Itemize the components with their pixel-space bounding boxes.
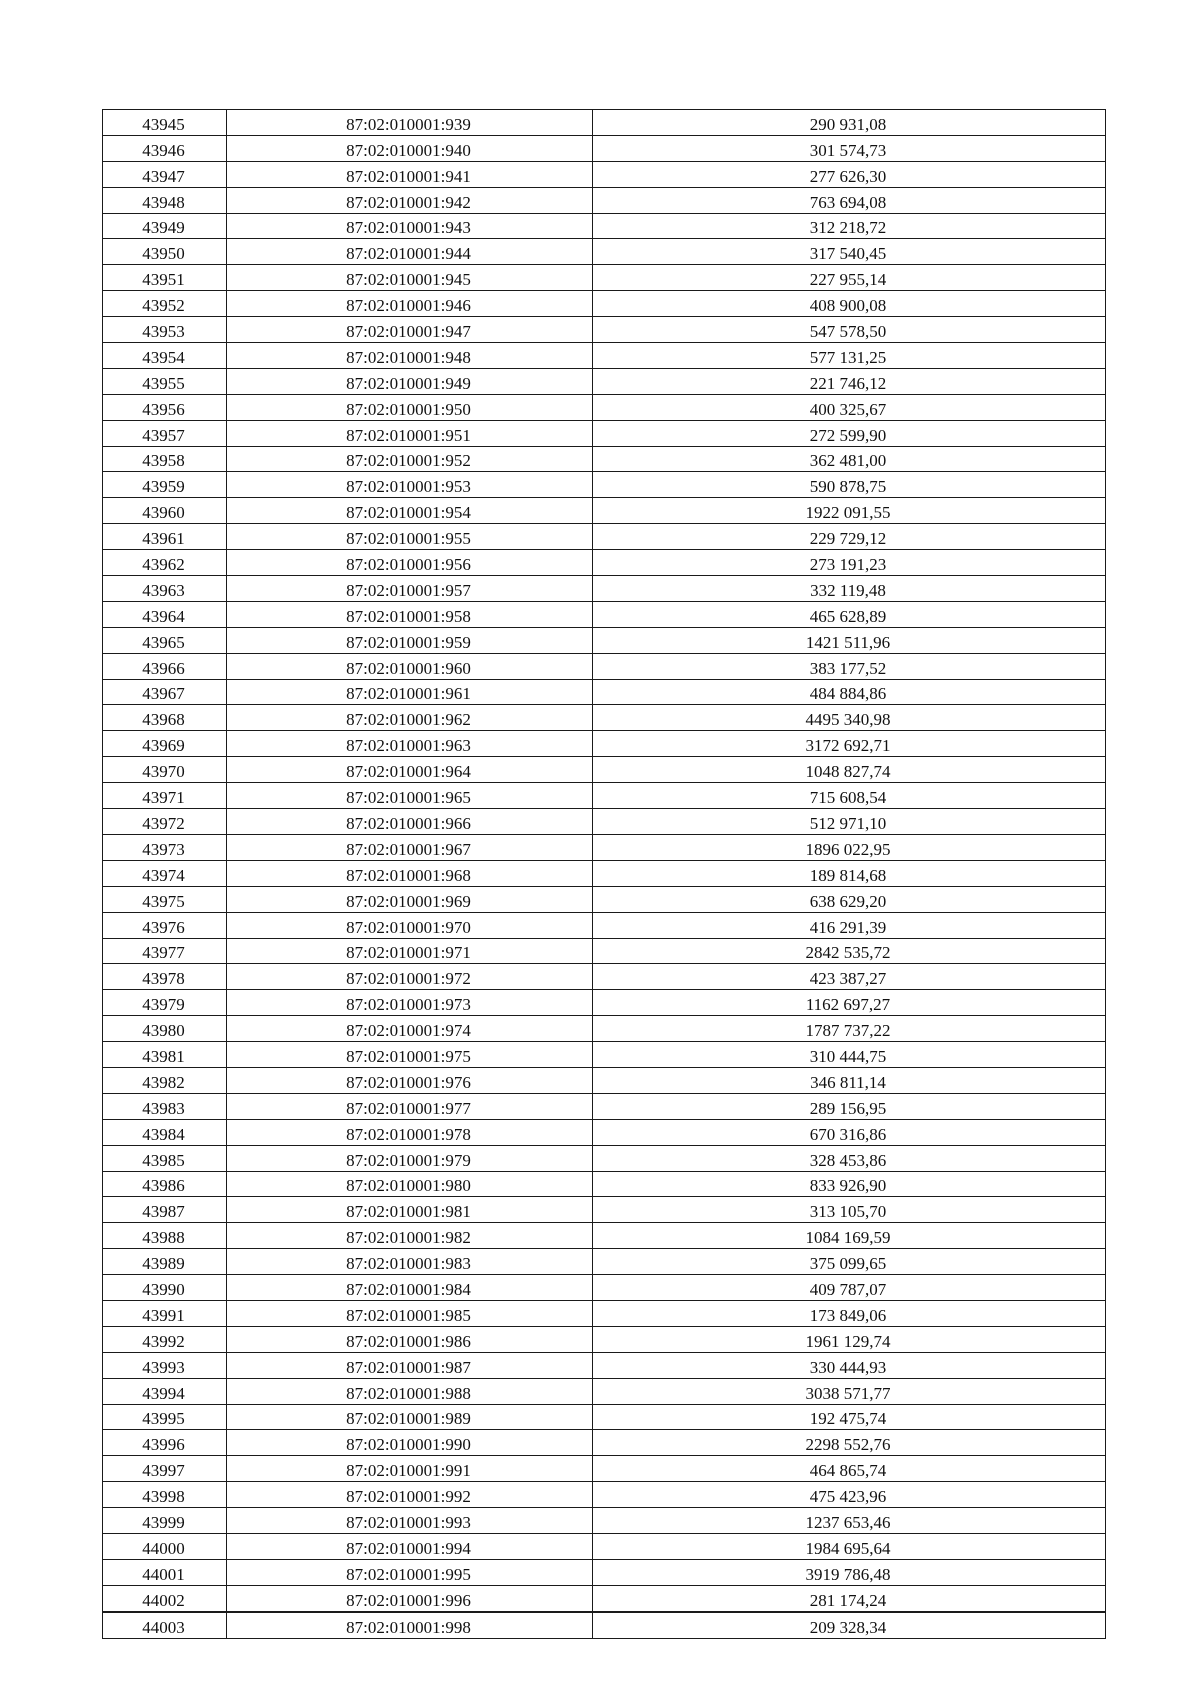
cadastral-value-cell: 833 926,90	[593, 1171, 1106, 1197]
cadastral-value-cell: 281 174,24	[593, 1585, 1106, 1611]
cadastral-number-cell: 87:02:010001:976	[227, 1067, 593, 1093]
row-number-cell: 43964	[103, 601, 227, 627]
cadastral-value-cell: 192 475,74	[593, 1404, 1106, 1430]
cadastral-value-cell: 1421 511,96	[593, 627, 1106, 653]
row-number-cell: 43974	[103, 860, 227, 886]
row-number-cell: 43987	[103, 1197, 227, 1223]
table-row	[103, 1352, 1106, 1378]
cadastral-value-cell: 221 746,12	[593, 368, 1106, 394]
cadastral-number-cell: 87:02:010001:992	[227, 1482, 593, 1508]
table-row	[103, 1119, 1106, 1145]
cadastral-value-cell: 465 628,89	[593, 601, 1106, 627]
row-number-cell: 44001	[103, 1559, 227, 1585]
table-row	[103, 964, 1106, 990]
cadastral-value-cell: 3172 692,71	[593, 731, 1106, 757]
cadastral-value-cell: 475 423,96	[593, 1482, 1106, 1508]
cadastral-number-cell: 87:02:010001:961	[227, 679, 593, 705]
row-number-cell: 43996	[103, 1430, 227, 1456]
cadastral-value-cell: 328 453,86	[593, 1145, 1106, 1171]
cadastral-number-cell: 87:02:010001:944	[227, 239, 593, 265]
table-row	[103, 394, 1106, 420]
table-row	[103, 1456, 1106, 1482]
cadastral-value-cell: 1984 695,64	[593, 1533, 1106, 1559]
cadastral-number-cell: 87:02:010001:978	[227, 1119, 593, 1145]
row-number-cell: 43992	[103, 1326, 227, 1352]
row-number-cell: 43955	[103, 368, 227, 394]
cadastral-value-cell: 273 191,23	[593, 550, 1106, 576]
cadastral-value-cell: 289 156,95	[593, 1093, 1106, 1119]
table-row	[103, 990, 1106, 1016]
cadastral-value-cell: 400 325,67	[593, 394, 1106, 420]
table-row	[103, 498, 1106, 524]
cadastral-value-cell: 1961 129,74	[593, 1326, 1106, 1352]
row-number-cell: 43962	[103, 550, 227, 576]
table-row	[103, 783, 1106, 809]
table-row	[103, 1378, 1106, 1404]
cadastral-value-cell: 189 814,68	[593, 860, 1106, 886]
table-row	[103, 317, 1106, 343]
row-number-cell: 43972	[103, 809, 227, 835]
table-row	[103, 1612, 1106, 1638]
cadastral-number-cell: 87:02:010001:988	[227, 1378, 593, 1404]
cadastral-value-cell: 173 849,06	[593, 1300, 1106, 1326]
cadastral-number-cell: 87:02:010001:943	[227, 213, 593, 239]
cadastral-number-cell: 87:02:010001:957	[227, 576, 593, 602]
cadastral-value-cell: 3038 571,77	[593, 1378, 1106, 1404]
cadastral-number-cell: 87:02:010001:987	[227, 1352, 593, 1378]
cadastral-value-cell: 3919 786,48	[593, 1559, 1106, 1585]
row-number-cell: 43977	[103, 938, 227, 964]
cadastral-number-cell: 87:02:010001:982	[227, 1223, 593, 1249]
row-number-cell: 43975	[103, 886, 227, 912]
cadastral-number-cell: 87:02:010001:964	[227, 757, 593, 783]
cadastral-value-cell: 227 955,14	[593, 265, 1106, 291]
cadastral-number-cell: 87:02:010001:959	[227, 627, 593, 653]
cadastral-value-cell: 638 629,20	[593, 886, 1106, 912]
table-row	[103, 1533, 1106, 1559]
table-row	[103, 731, 1106, 757]
table-row	[103, 653, 1106, 679]
table-row	[103, 187, 1106, 213]
row-number-cell: 43947	[103, 161, 227, 187]
row-number-cell: 43985	[103, 1145, 227, 1171]
cadastral-number-cell: 87:02:010001:950	[227, 394, 593, 420]
table-row	[103, 1300, 1106, 1326]
cadastral-number-cell: 87:02:010001:953	[227, 472, 593, 498]
cadastral-value-cell: 512 971,10	[593, 809, 1106, 835]
cadastral-number-cell: 87:02:010001:965	[227, 783, 593, 809]
table-row	[103, 472, 1106, 498]
cadastral-number-cell: 87:02:010001:968	[227, 860, 593, 886]
row-number-cell: 43979	[103, 990, 227, 1016]
table-row	[103, 860, 1106, 886]
table-row	[103, 368, 1106, 394]
cadastral-value-cell: 313 105,70	[593, 1197, 1106, 1223]
cadastral-value-cell: 272 599,90	[593, 420, 1106, 446]
row-number-cell: 43990	[103, 1275, 227, 1301]
cadastral-number-cell: 87:02:010001:975	[227, 1042, 593, 1068]
row-number-cell: 43995	[103, 1404, 227, 1430]
row-number-cell: 43991	[103, 1300, 227, 1326]
cadastral-number-cell: 87:02:010001:942	[227, 187, 593, 213]
cadastral-value-cell: 310 444,75	[593, 1042, 1106, 1068]
row-number-cell: 43957	[103, 420, 227, 446]
cadastral-value-cell: 312 218,72	[593, 213, 1106, 239]
cadastral-number-cell: 87:02:010001:986	[227, 1326, 593, 1352]
table-row	[103, 446, 1106, 472]
cadastral-number-cell: 87:02:010001:981	[227, 1197, 593, 1223]
table-row	[103, 524, 1106, 550]
row-number-cell: 43953	[103, 317, 227, 343]
cadastral-number-cell: 87:02:010001:941	[227, 161, 593, 187]
table-row	[103, 601, 1106, 627]
table-row	[103, 757, 1106, 783]
cadastral-value-cell: 301 574,73	[593, 135, 1106, 161]
cadastral-value-cell: 317 540,45	[593, 239, 1106, 265]
row-number-cell: 43966	[103, 653, 227, 679]
row-number-cell: 44003	[103, 1612, 227, 1638]
cadastral-number-cell: 87:02:010001:973	[227, 990, 593, 1016]
row-number-cell: 43978	[103, 964, 227, 990]
cadastral-number-cell: 87:02:010001:996	[227, 1585, 593, 1611]
cadastral-value-cell: 464 865,74	[593, 1456, 1106, 1482]
cadastral-number-cell: 87:02:010001:949	[227, 368, 593, 394]
table-row	[103, 1482, 1106, 1508]
table-row	[103, 1093, 1106, 1119]
row-number-cell: 43986	[103, 1171, 227, 1197]
table-row	[103, 1067, 1106, 1093]
table-row	[103, 705, 1106, 731]
row-number-cell: 43946	[103, 135, 227, 161]
table-row	[103, 679, 1106, 705]
cadastral-value-cell: 715 608,54	[593, 783, 1106, 809]
row-number-cell: 43970	[103, 757, 227, 783]
row-number-cell: 43960	[103, 498, 227, 524]
row-number-cell: 43976	[103, 912, 227, 938]
table-row	[103, 1326, 1106, 1352]
table-row	[103, 1171, 1106, 1197]
cadastral-value-cell: 1162 697,27	[593, 990, 1106, 1016]
row-number-cell: 43988	[103, 1223, 227, 1249]
cadastral-number-cell: 87:02:010001:947	[227, 317, 593, 343]
cadastral-value-cell: 346 811,14	[593, 1067, 1106, 1093]
table-row	[103, 912, 1106, 938]
cadastral-number-cell: 87:02:010001:940	[227, 135, 593, 161]
row-number-cell: 43999	[103, 1508, 227, 1534]
table-row	[103, 834, 1106, 860]
row-number-cell: 43968	[103, 705, 227, 731]
row-number-cell: 43963	[103, 576, 227, 602]
cadastral-number-cell: 87:02:010001:979	[227, 1145, 593, 1171]
cadastral-number-cell: 87:02:010001:995	[227, 1559, 593, 1585]
row-number-cell: 43945	[103, 110, 227, 136]
cadastral-value-cell: 2298 552,76	[593, 1430, 1106, 1456]
table-row	[103, 1585, 1106, 1611]
cadastral-value-cell: 416 291,39	[593, 912, 1106, 938]
cadastral-value-cell: 1787 737,22	[593, 1016, 1106, 1042]
cadastral-number-cell: 87:02:010001:977	[227, 1093, 593, 1119]
table-row	[103, 265, 1106, 291]
row-number-cell: 43983	[103, 1093, 227, 1119]
row-number-cell: 43982	[103, 1067, 227, 1093]
row-number-cell: 43959	[103, 472, 227, 498]
cadastral-value-cell: 408 900,08	[593, 291, 1106, 317]
table-row	[103, 213, 1106, 239]
cadastral-number-cell: 87:02:010001:955	[227, 524, 593, 550]
table-row	[103, 135, 1106, 161]
cadastral-number-cell: 87:02:010001:980	[227, 1171, 593, 1197]
table-row	[103, 1223, 1106, 1249]
row-number-cell: 43969	[103, 731, 227, 757]
cadastral-number-cell: 87:02:010001:956	[227, 550, 593, 576]
cadastral-value-cell: 763 694,08	[593, 187, 1106, 213]
row-number-cell: 43980	[103, 1016, 227, 1042]
cadastral-value-cell: 330 444,93	[593, 1352, 1106, 1378]
table-row	[103, 343, 1106, 369]
cadastral-value-cell: 2842 535,72	[593, 938, 1106, 964]
cadastral-number-cell: 87:02:010001:948	[227, 343, 593, 369]
cadastral-value-cell: 1048 827,74	[593, 757, 1106, 783]
cadastral-number-cell: 87:02:010001:985	[227, 1300, 593, 1326]
table-row	[103, 886, 1106, 912]
cadastral-number-cell: 87:02:010001:970	[227, 912, 593, 938]
cadastral-number-cell: 87:02:010001:945	[227, 265, 593, 291]
row-number-cell: 43952	[103, 291, 227, 317]
table-row	[103, 239, 1106, 265]
table-row	[103, 1559, 1106, 1585]
cadastral-value-cell: 670 316,86	[593, 1119, 1106, 1145]
table-row	[103, 1508, 1106, 1534]
cadastral-value-cell: 362 481,00	[593, 446, 1106, 472]
row-number-cell: 44002	[103, 1585, 227, 1611]
cadastral-value-cell: 1084 169,59	[593, 1223, 1106, 1249]
cadastral-value-cell: 332 119,48	[593, 576, 1106, 602]
cadastral-value-cell: 409 787,07	[593, 1275, 1106, 1301]
row-number-cell: 43949	[103, 213, 227, 239]
cadastral-value-cell: 290 931,08	[593, 110, 1106, 136]
table-row	[103, 1404, 1106, 1430]
cadastral-value-cell: 1896 022,95	[593, 834, 1106, 860]
cadastral-number-cell: 87:02:010001:993	[227, 1508, 593, 1534]
row-number-cell: 43958	[103, 446, 227, 472]
cadastral-number-cell: 87:02:010001:972	[227, 964, 593, 990]
cadastral-value-table	[102, 109, 1106, 1639]
row-number-cell: 43965	[103, 627, 227, 653]
cadastral-number-cell: 87:02:010001:969	[227, 886, 593, 912]
cadastral-value-cell: 577 131,25	[593, 343, 1106, 369]
table-row	[103, 291, 1106, 317]
cadastral-number-cell: 87:02:010001:939	[227, 110, 593, 136]
row-number-cell: 43950	[103, 239, 227, 265]
cadastral-value-cell: 547 578,50	[593, 317, 1106, 343]
row-number-cell: 43971	[103, 783, 227, 809]
table-row	[103, 1042, 1106, 1068]
table-body	[103, 110, 1106, 1639]
cadastral-number-cell: 87:02:010001:990	[227, 1430, 593, 1456]
cadastral-value-cell: 375 099,65	[593, 1249, 1106, 1275]
cadastral-value-cell: 423 387,27	[593, 964, 1106, 990]
cadastral-value-cell: 383 177,52	[593, 653, 1106, 679]
cadastral-value-cell: 4495 340,98	[593, 705, 1106, 731]
table-row	[103, 550, 1106, 576]
cadastral-number-cell: 87:02:010001:984	[227, 1275, 593, 1301]
cadastral-value-cell: 229 729,12	[593, 524, 1106, 550]
cadastral-number-cell: 87:02:010001:951	[227, 420, 593, 446]
cadastral-number-cell: 87:02:010001:954	[227, 498, 593, 524]
cadastral-number-cell: 87:02:010001:991	[227, 1456, 593, 1482]
table-row	[103, 1197, 1106, 1223]
cadastral-value-cell: 590 878,75	[593, 472, 1106, 498]
cadastral-value-cell: 484 884,86	[593, 679, 1106, 705]
row-number-cell: 43954	[103, 343, 227, 369]
cadastral-number-cell: 87:02:010001:963	[227, 731, 593, 757]
table-row	[103, 576, 1106, 602]
table-row	[103, 1430, 1106, 1456]
cadastral-number-cell: 87:02:010001:966	[227, 809, 593, 835]
table-row	[103, 110, 1106, 136]
cadastral-number-cell: 87:02:010001:994	[227, 1533, 593, 1559]
table-row	[103, 627, 1106, 653]
row-number-cell: 43956	[103, 394, 227, 420]
cadastral-number-cell: 87:02:010001:962	[227, 705, 593, 731]
table-row	[103, 1249, 1106, 1275]
row-number-cell: 43984	[103, 1119, 227, 1145]
cadastral-number-cell: 87:02:010001:946	[227, 291, 593, 317]
cadastral-number-cell: 87:02:010001:952	[227, 446, 593, 472]
row-number-cell: 44000	[103, 1533, 227, 1559]
table-row	[103, 1016, 1106, 1042]
cadastral-number-cell: 87:02:010001:971	[227, 938, 593, 964]
row-number-cell: 43981	[103, 1042, 227, 1068]
row-number-cell: 43997	[103, 1456, 227, 1482]
table-row	[103, 161, 1106, 187]
table-row	[103, 420, 1106, 446]
row-number-cell: 43951	[103, 265, 227, 291]
cadastral-number-cell: 87:02:010001:974	[227, 1016, 593, 1042]
table-row	[103, 809, 1106, 835]
cadastral-number-cell: 87:02:010001:967	[227, 834, 593, 860]
table-row	[103, 1275, 1106, 1301]
cadastral-number-cell: 87:02:010001:983	[227, 1249, 593, 1275]
row-number-cell: 43989	[103, 1249, 227, 1275]
row-number-cell: 43967	[103, 679, 227, 705]
row-number-cell: 43998	[103, 1482, 227, 1508]
table-row	[103, 938, 1106, 964]
cadastral-number-cell: 87:02:010001:958	[227, 601, 593, 627]
cadastral-value-cell: 1922 091,55	[593, 498, 1106, 524]
cadastral-value-cell: 277 626,30	[593, 161, 1106, 187]
table-row	[103, 1145, 1106, 1171]
row-number-cell: 43994	[103, 1378, 227, 1404]
row-number-cell: 43973	[103, 834, 227, 860]
row-number-cell: 43993	[103, 1352, 227, 1378]
row-number-cell: 43948	[103, 187, 227, 213]
cadastral-number-cell: 87:02:010001:998	[227, 1612, 593, 1638]
cadastral-value-cell: 209 328,34	[593, 1612, 1106, 1638]
row-number-cell: 43961	[103, 524, 227, 550]
cadastral-number-cell: 87:02:010001:989	[227, 1404, 593, 1430]
cadastral-number-cell: 87:02:010001:960	[227, 653, 593, 679]
cadastral-value-cell: 1237 653,46	[593, 1508, 1106, 1534]
